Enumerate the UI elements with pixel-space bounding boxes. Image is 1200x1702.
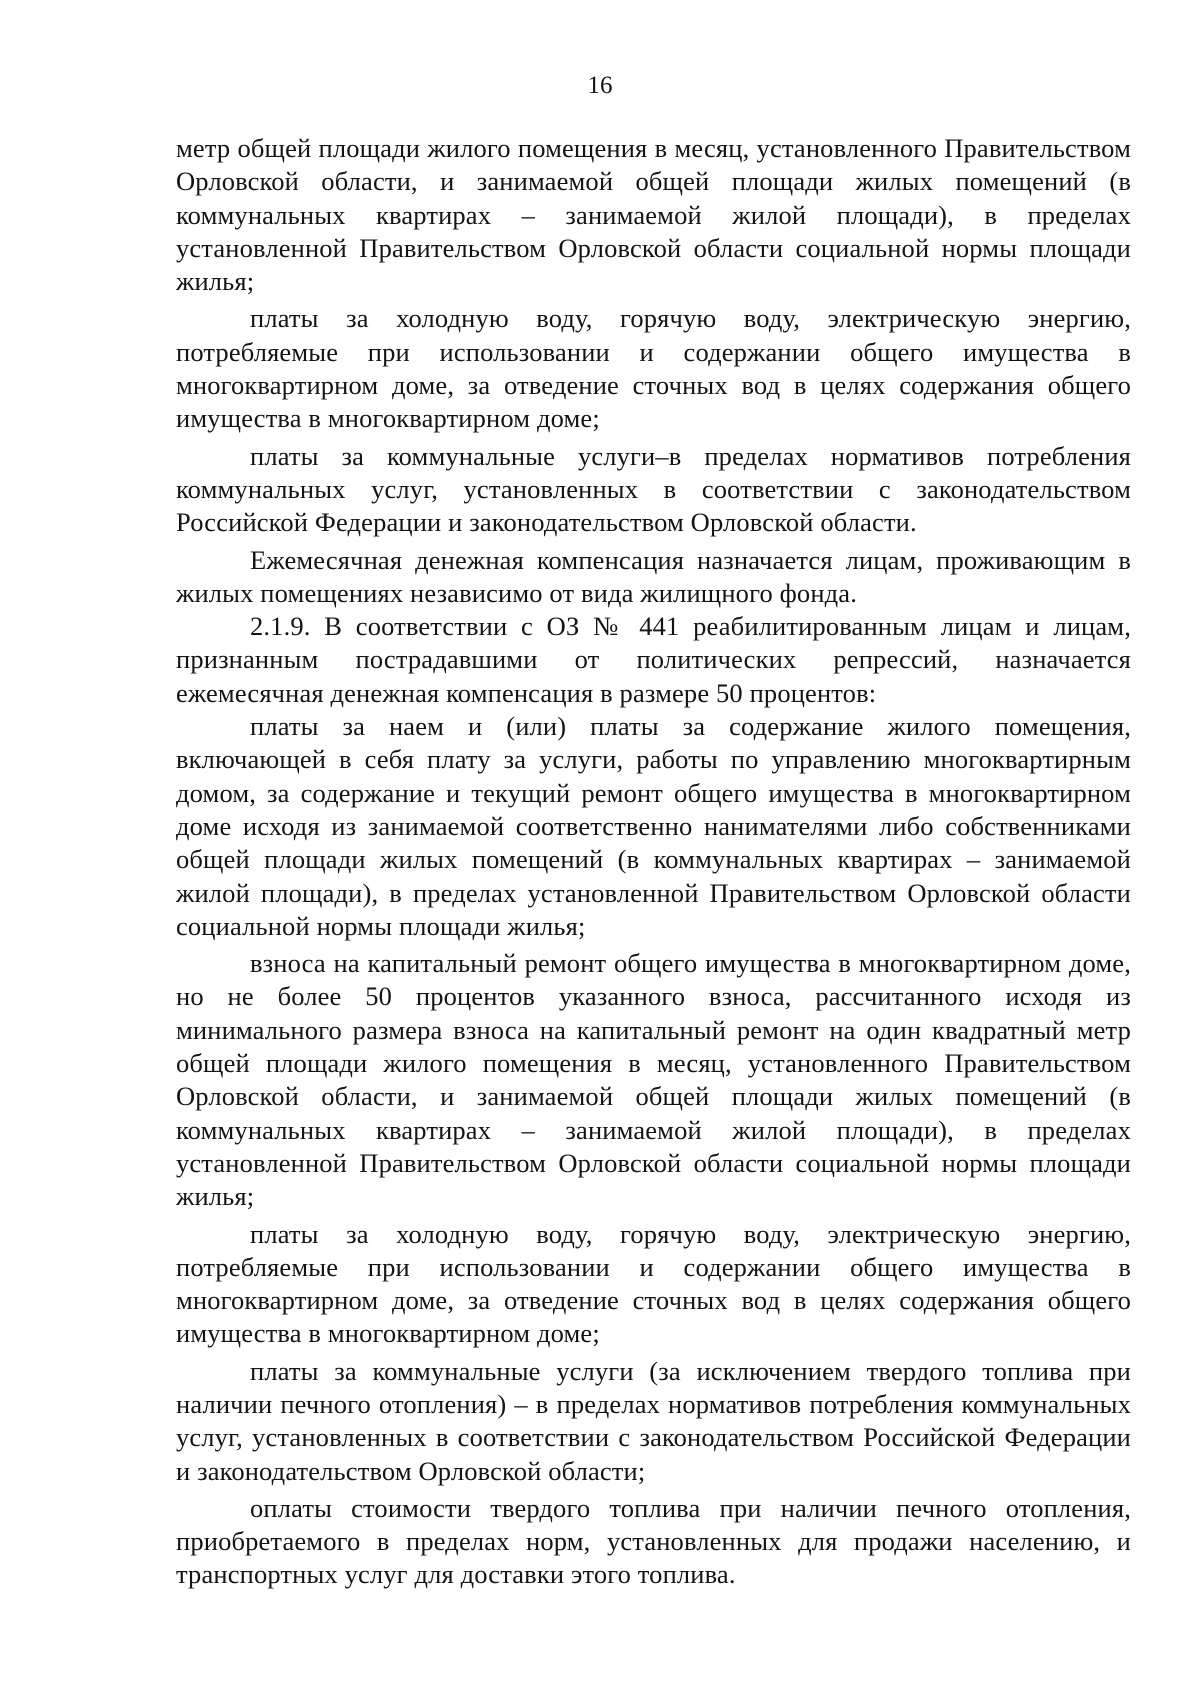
paragraph: Ежемесячная денежная компенсация назначается лицам, проживающим в жилых помещениях независимо от вида жилищного фонда. (176, 544, 1131, 608)
paragraph: платы за холодную воду, горячую воду, электрическую энергию, потребляемые при использовании и содержании общего имущества в многоквартирном доме, за отведение сточных вод в целях содержания общего имущества в многоквартирном доме; (176, 1218, 1131, 1349)
section-paragraph: 2.1.9. В соответствии с ОЗ № 441 реабилитированным лицам и лицам, признанным пострадавшими от политических репрессий, назначается ежемесячная денежная компенсация в размере 50 процентов: (176, 611, 1131, 708)
paragraph: платы за наем и (или) платы за содержание жилого помещения, включающей в себя плату за услуги, работы по управлению многоквартирным домом, за содержание и текущий ремонт общего имущества в многоквартирном доме исходя из занимаемой соответственно нанимателями либо собственниками общей площади жилых помещений (в коммунальных квартирах – занимаемой жилой площади), в пределах установленной Правительством Орловской области социальной нормы площади жилья; (176, 711, 1131, 941)
paragraph: взноса на капитальный ремонт общего имущества в многоквартирном доме, но не более 50 процентов указанного взноса, рассчитанного исходя из минимального размера взноса на капитальный ремонт на один квадратный метр общей площади жилого помещения в месяц, установленного Правительством Орловской области, и занимаемой общей площади жилых помещений (в коммунальных квартирах – занимаемой жилой площади), в пределах установленной Правительством Орловской области социальной нормы площади жилья; (176, 948, 1131, 1212)
paragraph: оплаты стоимости твердого топлива при наличии печного отопления, приобретаемого в пределах норм, установленных для продажи населению, и транспортных услуг для доставки этого топлива. (176, 1492, 1131, 1590)
document-body (176, 132, 1131, 1592)
paragraph: платы за холодную воду, горячую воду, электрическую энергию, потребляемые при использовании и содержании общего имущества в многоквартирном доме, за отведение сточных вод в целях содержания общего имущества в многоквартирном доме; (176, 303, 1131, 434)
page-number: 16 (587, 72, 613, 99)
paragraph: платы за коммунальные услуги (за исключением твердого топлива при наличии печного отопления) – в пределах нормативов потребления коммунальных услуг, установленных в соответствии с законодательством Российской Федерации и законодательством Орловской области; (176, 1355, 1131, 1486)
paragraph: платы за коммунальные услуги–в пределах нормативов потребления коммунальных услуг, установленных в соответствии с законодательством Российской Федерации и законодательством Орловской области. (176, 440, 1131, 538)
paragraph-continuation: метр общей площади жилого помещения в месяц, установленного Правительством Орловской области, и занимаемой общей площади жилых помещений (в коммунальных квартирах – занимаемой жилой площади), в пределах установленной Правительством Орловской области социальной нормы площади жилья; (176, 133, 1131, 297)
